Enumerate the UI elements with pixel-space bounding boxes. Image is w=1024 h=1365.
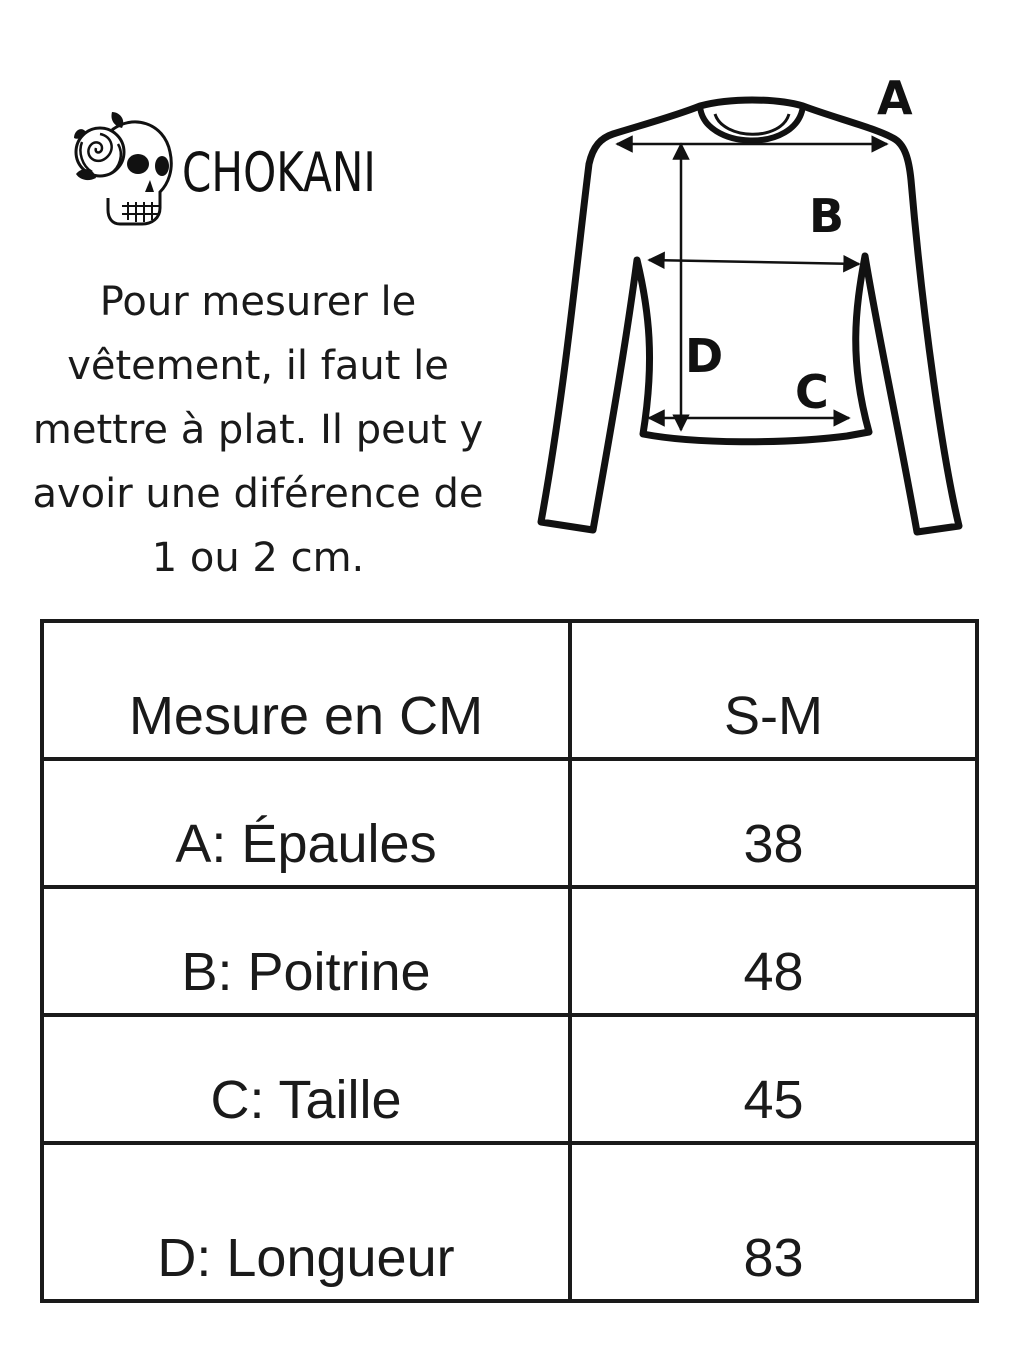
intro-line: vêtement, il faut le bbox=[67, 343, 449, 389]
table-row bbox=[42, 759, 977, 887]
measurement-instructions bbox=[8, 270, 508, 590]
table-row bbox=[42, 1015, 977, 1143]
brand-logo bbox=[72, 108, 432, 232]
header-size-cell: S-M bbox=[570, 621, 977, 759]
measure-value: 45 bbox=[570, 1015, 977, 1143]
table-row bbox=[42, 1143, 977, 1301]
measure-value: 48 bbox=[570, 887, 977, 1015]
size-table-container bbox=[40, 619, 978, 1299]
size-table bbox=[40, 619, 979, 1303]
label-a: A bbox=[877, 71, 913, 125]
table-row bbox=[42, 887, 977, 1015]
intro-line: Pour mesurer le bbox=[99, 279, 417, 325]
measure-label: C: Taille bbox=[42, 1015, 570, 1143]
garment-measurement-diagram bbox=[525, 60, 995, 560]
intro-line: avoir une diférence de bbox=[32, 471, 484, 517]
label-b: B bbox=[809, 189, 845, 243]
skull-rose-icon bbox=[72, 108, 176, 232]
measure-label: D: Longueur bbox=[42, 1143, 570, 1301]
label-c: C bbox=[795, 365, 829, 419]
intro-line: mettre à plat. Il peut y bbox=[32, 407, 484, 453]
measure-value: 38 bbox=[570, 759, 977, 887]
measure-value: 83 bbox=[570, 1143, 977, 1301]
garment-outline bbox=[541, 100, 959, 532]
label-d: D bbox=[685, 329, 724, 383]
intro-line: 1 ou 2 cm. bbox=[151, 535, 365, 581]
header-label-cell: Mesure en CM bbox=[42, 621, 570, 759]
brand-name: CHOKANI bbox=[182, 141, 376, 204]
table-header-row bbox=[42, 621, 977, 759]
measure-label: B: Poitrine bbox=[42, 887, 570, 1015]
measure-label: A: Épaules bbox=[42, 759, 570, 887]
